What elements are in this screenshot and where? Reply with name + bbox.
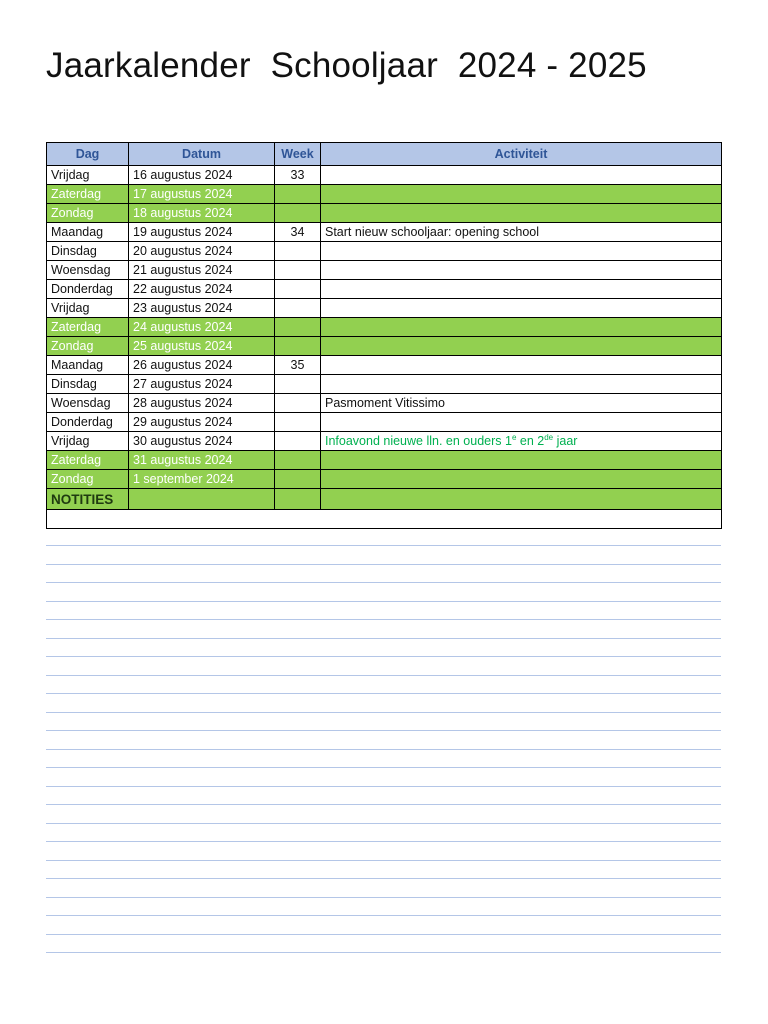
table-row (47, 261, 722, 280)
week-cell (275, 261, 321, 280)
page-title: Jaarkalender Schooljaar 2024 - 2025 (46, 46, 647, 85)
note-line (46, 860, 721, 861)
activity-cell (321, 166, 722, 185)
table-row (47, 470, 722, 489)
activity-cell (321, 185, 722, 204)
week-cell (275, 280, 321, 299)
day-cell: Dinsdag (47, 242, 129, 261)
table-row (47, 185, 722, 204)
activity-cell (321, 356, 722, 375)
activity-text: jaar (553, 433, 578, 448)
week-cell (275, 394, 321, 413)
calendar-table (46, 142, 722, 529)
day-cell: Maandag (47, 356, 129, 375)
activity-cell (321, 280, 722, 299)
note-line (46, 823, 721, 824)
table-row (47, 204, 722, 223)
day-cell: Vrijdag (47, 166, 129, 185)
table-row (47, 337, 722, 356)
week-cell: 35 (275, 356, 321, 375)
activity-cell (321, 470, 722, 489)
note-line (46, 952, 721, 953)
notes-blank-row (47, 510, 722, 529)
day-cell: Woensdag (47, 394, 129, 413)
note-line (46, 915, 721, 916)
note-line (46, 564, 721, 565)
notes-lines (46, 545, 721, 971)
week-cell (275, 318, 321, 337)
table-row (47, 432, 722, 451)
note-line (46, 767, 721, 768)
header-date: Datum (129, 143, 275, 166)
date-cell: 30 augustus 2024 (129, 432, 275, 451)
note-line (46, 693, 721, 694)
date-cell: 24 augustus 2024 (129, 318, 275, 337)
activity-cell (321, 375, 722, 394)
note-line (46, 804, 721, 805)
day-cell: Zondag (47, 470, 129, 489)
date-cell: 23 augustus 2024 (129, 299, 275, 318)
day-cell: Maandag (47, 223, 129, 242)
week-cell: 33 (275, 166, 321, 185)
table-row (47, 318, 722, 337)
note-line (46, 638, 721, 639)
header-week: Week (275, 143, 321, 166)
activity-text: Infoavond nieuwe lln. en ouders 1 (325, 433, 512, 448)
week-cell (275, 451, 321, 470)
note-line (46, 619, 721, 620)
week-cell (275, 470, 321, 489)
calendar-body (47, 166, 722, 529)
activity-cell: Start nieuw schooljaar: opening school (321, 223, 722, 242)
activity-text: en 2 (516, 433, 545, 448)
day-cell: Vrijdag (47, 299, 129, 318)
activity-cell (321, 432, 722, 451)
day-cell: Dinsdag (47, 375, 129, 394)
notes-cell (129, 489, 275, 510)
day-cell: Zondag (47, 337, 129, 356)
date-cell: 19 augustus 2024 (129, 223, 275, 242)
note-line (46, 712, 721, 713)
activity-cell (321, 337, 722, 356)
activity-cell (321, 261, 722, 280)
activity-cell: Pasmoment Vitissimo (321, 394, 722, 413)
table-row (47, 356, 722, 375)
day-cell: Donderdag (47, 280, 129, 299)
day-cell: Zondag (47, 204, 129, 223)
week-cell (275, 242, 321, 261)
week-cell (275, 185, 321, 204)
day-cell: Zaterdag (47, 185, 129, 204)
table-row (47, 223, 722, 242)
date-cell: 1 september 2024 (129, 470, 275, 489)
week-cell (275, 413, 321, 432)
note-line (46, 582, 721, 583)
note-line (46, 934, 721, 935)
note-line (46, 601, 721, 602)
header-activity: Activiteit (321, 143, 722, 166)
week-cell (275, 375, 321, 394)
notes-row (47, 489, 722, 510)
table-row (47, 413, 722, 432)
table-row (47, 299, 722, 318)
table-row (47, 166, 722, 185)
note-line (46, 675, 721, 676)
note-line (46, 749, 721, 750)
date-cell: 26 augustus 2024 (129, 356, 275, 375)
table-row (47, 242, 722, 261)
notes-blank-cell[interactable] (47, 510, 722, 529)
note-line (46, 878, 721, 879)
week-cell (275, 299, 321, 318)
notes-cell (275, 489, 321, 510)
week-cell (275, 432, 321, 451)
note-line (46, 897, 721, 898)
note-line (46, 841, 721, 842)
activity-cell (321, 451, 722, 470)
day-cell: Woensdag (47, 261, 129, 280)
header-day: Dag (47, 143, 129, 166)
week-cell (275, 337, 321, 356)
day-cell: Zaterdag (47, 451, 129, 470)
table-row (47, 451, 722, 470)
date-cell: 17 augustus 2024 (129, 185, 275, 204)
activity-cell (321, 299, 722, 318)
day-cell: Donderdag (47, 413, 129, 432)
date-cell: 16 augustus 2024 (129, 166, 275, 185)
date-cell: 29 augustus 2024 (129, 413, 275, 432)
table-row (47, 394, 722, 413)
date-cell: 25 augustus 2024 (129, 337, 275, 356)
date-cell: 21 augustus 2024 (129, 261, 275, 280)
table-row (47, 375, 722, 394)
ordinal-suffix: e (511, 432, 517, 442)
note-line (46, 656, 721, 657)
date-cell: 28 augustus 2024 (129, 394, 275, 413)
table-row (47, 280, 722, 299)
note-line (46, 545, 721, 546)
activity-cell (321, 318, 722, 337)
note-line (46, 730, 721, 731)
day-cell: Zaterdag (47, 318, 129, 337)
date-cell: 20 augustus 2024 (129, 242, 275, 261)
notes-label: NOTITIES (47, 489, 129, 510)
activity-cell (321, 204, 722, 223)
note-line (46, 786, 721, 787)
date-cell: 22 augustus 2024 (129, 280, 275, 299)
date-cell: 31 augustus 2024 (129, 451, 275, 470)
table-header-row (47, 143, 722, 166)
ordinal-suffix: de (544, 432, 554, 442)
date-cell: 27 augustus 2024 (129, 375, 275, 394)
day-cell: Vrijdag (47, 432, 129, 451)
activity-cell (321, 413, 722, 432)
activity-cell (321, 242, 722, 261)
week-cell (275, 204, 321, 223)
date-cell: 18 augustus 2024 (129, 204, 275, 223)
notes-cell (321, 489, 722, 510)
week-cell: 34 (275, 223, 321, 242)
